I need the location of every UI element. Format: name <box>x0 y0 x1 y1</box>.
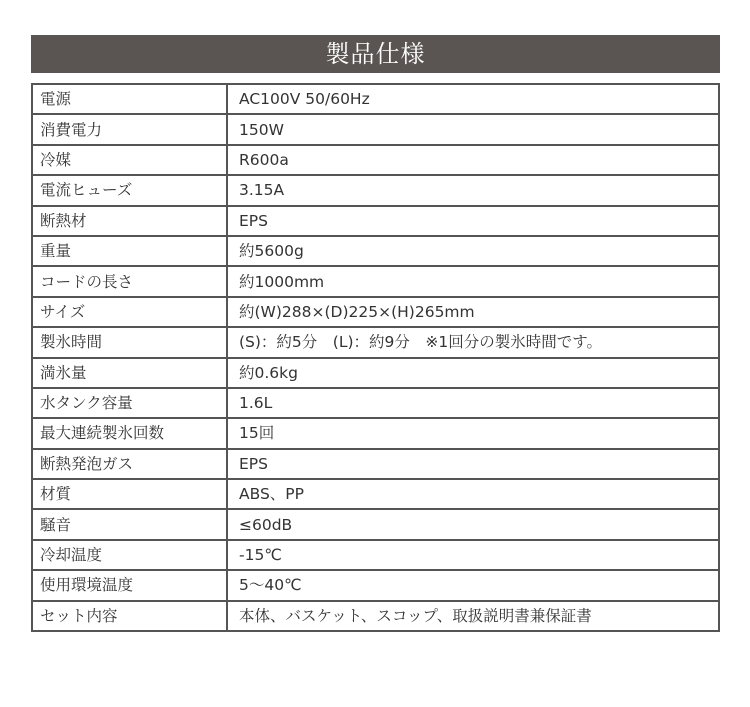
spec-value: 15回 <box>227 418 719 448</box>
spec-table <box>31 83 720 632</box>
table-row <box>32 236 719 266</box>
table-row <box>32 418 719 448</box>
table-row <box>32 449 719 479</box>
table-row <box>32 540 719 570</box>
table-row <box>32 327 719 357</box>
spec-label: 冷却温度 <box>32 540 227 570</box>
spec-title: 製品仕様 <box>325 40 426 68</box>
table-row <box>32 388 719 418</box>
spec-label: 電源 <box>32 84 227 114</box>
spec-value: EPS <box>227 206 719 236</box>
spec-value: 本体、バスケット、スコップ、取扱説明書兼保証書 <box>227 601 719 631</box>
table-row <box>32 266 719 296</box>
spec-label: 製氷時間 <box>32 327 227 357</box>
spec-label: 冷媒 <box>32 145 227 175</box>
spec-label: 消費電力 <box>32 114 227 144</box>
spec-value: 約0.6kg <box>227 358 719 388</box>
spec-label: 材質 <box>32 479 227 509</box>
spec-value: (S)：約5分 (L)：約9分 ※1回分の製氷時間です。 <box>227 327 719 357</box>
spec-label: 騒音 <box>32 509 227 539</box>
spec-label: 断熱発泡ガス <box>32 449 227 479</box>
spec-header <box>31 35 720 73</box>
spec-value: AC100V 50/60Hz <box>227 84 719 114</box>
spec-value: 約(W)288×(D)225×(H)265mm <box>227 297 719 327</box>
table-row <box>32 479 719 509</box>
spec-label: セット内容 <box>32 601 227 631</box>
spec-label: 満氷量 <box>32 358 227 388</box>
table-row <box>32 175 719 205</box>
table-row <box>32 84 719 114</box>
table-row <box>32 509 719 539</box>
spec-label: 断熱材 <box>32 206 227 236</box>
spec-label: 重量 <box>32 236 227 266</box>
spec-value: ABS、PP <box>227 479 719 509</box>
table-row <box>32 145 719 175</box>
spec-value: 3.15A <box>227 175 719 205</box>
table-row <box>32 601 719 631</box>
spec-value: R600a <box>227 145 719 175</box>
table-row <box>32 114 719 144</box>
table-row <box>32 570 719 600</box>
spec-value: 150W <box>227 114 719 144</box>
spec-label: 電流ヒューズ <box>32 175 227 205</box>
spec-value: -15℃ <box>227 540 719 570</box>
spec-label: サイズ <box>32 297 227 327</box>
spec-value: ≤60dB <box>227 509 719 539</box>
spec-label: 最大連続製氷回数 <box>32 418 227 448</box>
table-row <box>32 358 719 388</box>
spec-label: 使用環境温度 <box>32 570 227 600</box>
spec-label: 水タンク容量 <box>32 388 227 418</box>
table-row <box>32 297 719 327</box>
spec-label: コードの長さ <box>32 266 227 296</box>
spec-value: EPS <box>227 449 719 479</box>
table-row <box>32 206 719 236</box>
spec-value: 5〜40℃ <box>227 570 719 600</box>
spec-value: 約5600g <box>227 236 719 266</box>
spec-value: 約1000mm <box>227 266 719 296</box>
spec-value: 1.6L <box>227 388 719 418</box>
